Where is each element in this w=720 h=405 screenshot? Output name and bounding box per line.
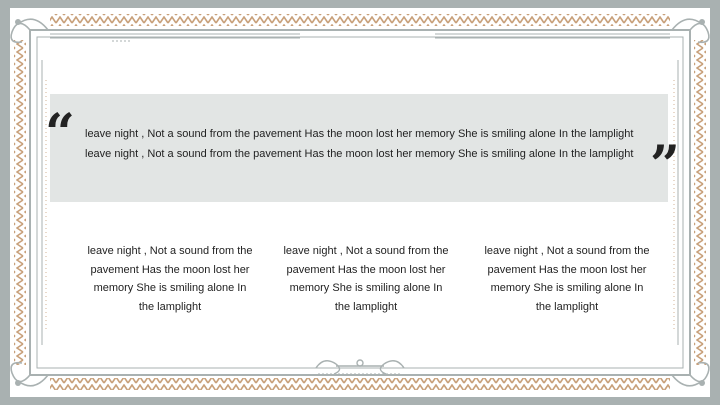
column-text-2: leave night , Not a sound from the pavement Has the moon lost her memory She is smiling alone In the lamplight <box>283 245 449 313</box>
zigzag-border-top <box>50 14 670 26</box>
close-quote-mark: ” <box>650 140 680 184</box>
column-text-1: leave night , Not a sound from the pavement Has the moon lost her memory She is smiling alone In the lamplight <box>87 245 253 313</box>
main-quote-text: leave night , Not a sound from the pavement Has the moon lost her memory She is smiling alone In the lamplight leave night , Not a sound from the pavement Has the moon lost her memory She is smiling alone In the lamplight <box>85 128 634 160</box>
zigzag-border-bottom <box>50 378 670 390</box>
column-text-3: leave night , Not a sound from the pavement Has the moon lost her memory She is smiling alone In the lamplight <box>484 245 650 313</box>
open-quote-mark: “ <box>45 108 75 152</box>
zigzag-border-left <box>14 40 26 365</box>
zigzag-border-right <box>694 40 706 365</box>
